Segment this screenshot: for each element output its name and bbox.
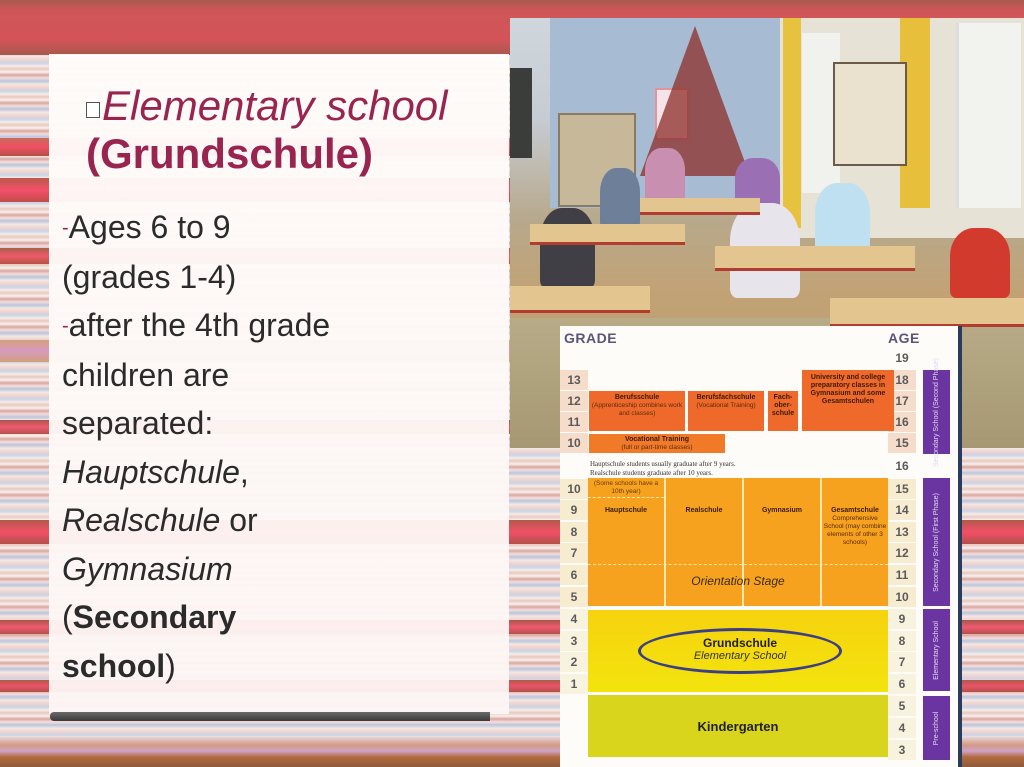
age-cell [888,433,916,453]
grade-number: 3 [570,634,578,648]
grade-number: 7 [570,546,578,560]
age-cell [888,543,916,563]
body-line: separated: [62,405,214,441]
orientation-wrap [588,574,888,594]
grade-number: 8 [570,525,578,539]
block-sub: (Apprenticeship combines work and classes) [591,402,683,417]
school-system-chart [560,326,962,767]
phase-elementary [923,609,950,691]
age-cell [888,631,916,651]
comma: , [239,453,249,490]
body-line [62,496,462,545]
title-italic: Elementary school [102,82,448,129]
grade-cell [560,412,588,432]
berufsschule-block [589,391,685,431]
age-number: 6 [898,677,906,691]
age-cell [888,587,916,607]
photo-desk [715,246,915,271]
grade-cell [560,609,588,629]
ages-text: Ages 6 to 9 [68,209,231,245]
age-number: 15 [895,482,909,496]
age-number: 14 [895,503,909,517]
column-sub: Comprehensive School (may combine elements of other 3 schools) [823,515,887,546]
age-number: 16 [895,415,909,429]
age-number: 17 [895,394,909,408]
age-number: 10 [895,590,909,604]
vocational-training-block [589,434,725,453]
block-title: University and college preparatory classes in Gymnasium and some Gesamtschulen [810,374,886,405]
grade-cell [560,587,588,607]
age-cell [888,609,916,629]
school-realschule: Realschule [62,502,221,538]
photo-window [956,23,1021,208]
age-number: 12 [895,546,909,560]
grade-cell [560,565,588,585]
age-number: 16 [895,459,909,473]
column-title-wrap [666,504,742,515]
note-line: Realschule students graduate after 10 years. [590,469,713,477]
age-cell [888,456,916,476]
phase-second-secondary [923,357,950,467]
body-line [62,203,462,253]
age-cell [888,500,916,520]
age-cell [888,740,916,760]
body-line [62,301,462,351]
slide-title [86,82,646,178]
phase-label: Elementary School [933,620,941,680]
grade-number: 12 [567,394,581,408]
age-cell [888,696,916,716]
photo-pupil [950,228,1010,298]
photo-notice-board [833,62,907,166]
photo-desk [530,224,685,245]
school-bold: school [62,647,166,684]
block-sub: (full or part-time classes) [621,444,693,451]
age-number: 8 [898,634,906,648]
age-cell [888,674,916,694]
school-hauptschule: Hauptschule [62,453,240,490]
grade-cell [560,500,588,520]
photo-pupil [645,148,685,203]
age-cell [888,565,916,585]
age-number: 9 [898,612,906,626]
column-title: Realschule [685,507,723,514]
after-grade-text: after the 4th grade [68,307,331,343]
body-line [62,642,462,691]
photo-desk [510,286,650,313]
slide-body [62,203,462,690]
body-line: (grades 1-4) [62,258,237,295]
grade-cell [560,479,588,499]
phase-label: Secondary School (First Phase) [933,492,941,592]
block-title: Berufsfachschule [696,394,756,401]
grade-number: 1 [570,677,578,691]
elementary-label: Elementary School [693,650,787,662]
phase-label: Secondary School (Second Phase) [933,357,940,467]
grade-number: 2 [570,655,578,669]
column-title-wrap [822,504,888,547]
age-cell [888,652,916,672]
grundschule-block [588,610,888,692]
age-cell [888,348,916,368]
grade-number: 9 [570,503,578,517]
age-number: 11 [895,568,909,582]
age-number: 5 [898,699,906,713]
dash-bullet: - [62,315,69,337]
photo-pupil [540,208,595,288]
column-sub: (Some schools have a 10th year) [588,478,664,498]
grade-number: 10 [567,482,581,496]
column-title-wrap [588,504,664,515]
kindergarten-block [588,695,888,757]
block-title: Berufsschule [614,394,660,401]
column-title: Gesamtschule [831,507,879,514]
bullet-box-icon [86,102,100,118]
body-line [62,545,462,594]
berufsfachschule-block [688,391,764,431]
school-gymnasium: Gymnasium [62,550,233,587]
grade-cell [560,433,588,453]
grade-number: 4 [570,612,578,626]
dash-bullet: - [62,217,69,239]
age-number: 3 [898,743,906,757]
phase-preschool [923,696,950,760]
grade-cell [560,370,588,390]
secondary-bold: Secondary [72,599,237,635]
grundschule-label: Grundschule [702,636,777,650]
grade-cell [560,543,588,563]
age-number: 4 [898,721,906,735]
age-number: 18 [895,373,909,387]
body-line [62,448,462,497]
university-prep-block [802,370,894,431]
photo-desk [830,298,1024,327]
age-number: 15 [895,436,909,450]
body-line: children are [62,356,230,393]
age-number: 19 [895,351,909,365]
block-title: Fach-ober-schule [771,394,795,417]
age-header: AGE [888,330,920,346]
title-bold: (Grundschule) [86,130,374,177]
orientation-divider [588,564,888,565]
photo-desk [640,198,760,215]
grade-number: 13 [567,373,581,387]
age-cell [888,522,916,542]
block-title: Vocational Training [624,436,690,443]
age-number: 7 [898,655,906,669]
photo-curtain [783,18,801,228]
body-line [62,593,462,642]
column-title: Gymnasium [761,507,803,514]
paren: ) [165,647,176,684]
column-title: Hauptschule [604,507,647,514]
or-text: or [220,502,258,538]
age-number: 13 [895,525,909,539]
fachoberschule-block [768,391,798,431]
column-title-wrap [744,504,820,515]
block-sub: (Vocational Training) [696,402,756,409]
age-cell [888,718,916,738]
grade-cell [560,674,588,694]
grundschule-ellipse [638,628,842,674]
grade-cell [560,652,588,672]
grade-number: 11 [567,415,581,429]
graduation-note [590,460,736,478]
grade-cell [560,391,588,411]
grade-header: GRADE [564,330,618,346]
grade-number: 6 [570,568,578,582]
kindergarten-label: Kindergarten [697,718,779,734]
phase-label: Pre-school [933,711,940,745]
grade-cell [560,631,588,651]
paren: ( [62,599,73,635]
orientation-stage-label: Orientation Stage [691,574,785,588]
grade-number: 5 [570,590,578,604]
note-line: Hauptschule students usually graduate after 9 years. [590,460,736,468]
grade-cell [560,522,588,542]
panel-shadow [50,712,490,721]
phase-first-secondary [923,478,950,606]
grade-number: 10 [567,436,581,450]
age-cell [888,479,916,499]
